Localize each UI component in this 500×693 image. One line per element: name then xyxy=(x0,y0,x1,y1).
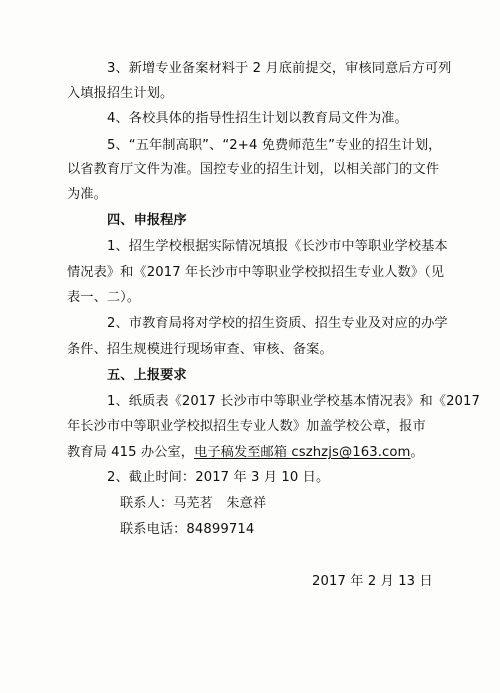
section-4-item-2-line-1: 2、市教育局将对学校的招生资质、招生专业及对应的办学 xyxy=(107,316,448,331)
section-5-item-1-line-2: 年长沙市中等职业学校拟招生专业人数》加盖学校公章，报市 xyxy=(67,419,426,434)
section-5-heading: 五、上报要求 xyxy=(107,368,187,383)
section-4-item-2-line-2: 条件、招生规模进行现场审查、审核、备案。 xyxy=(67,342,333,357)
paragraph-3-line-2: 入填报招生计划。 xyxy=(67,86,174,101)
document-date: 2017 年 2 月 13 日 xyxy=(312,574,433,589)
section-5-item-2-line-1: 2、截止时间：2017 年 3 月 10 日。 xyxy=(107,470,330,485)
paragraph-3-line-1: 3、新增专业备案材料于 2 月底前提交，审核同意后方可列 xyxy=(107,61,452,76)
paragraph-5-line-2: 以省教育厅文件为准。国控专业的招生计划，以相关部门的文件 xyxy=(67,162,440,177)
section-4-item-1-line-1: 1、招生学校根据实际情况填报《长沙市中等职业学校基本 xyxy=(107,239,448,254)
paragraph-5-line-3: 为准。 xyxy=(67,187,107,202)
section-4-item-1-line-2: 情况表》和《2017 年长沙市中等职业学校拟招生专业人数》（见 xyxy=(67,265,445,280)
contact-person: 联系人：马芜茗 朱意祥 xyxy=(120,496,267,511)
line-end-punctuation: 。 xyxy=(410,445,424,460)
section-4-heading: 四、申报程序 xyxy=(107,213,187,228)
section-4-item-1-line-3: 表一、二）。 xyxy=(67,290,141,305)
section-5-item-1-line-1: 1、纸质表《2017 长沙市中等职业学校基本情况表》和《2017 xyxy=(107,394,481,409)
section-5-item-1-line-3 xyxy=(67,445,424,461)
office-text: 教育局 415 办公室， xyxy=(67,445,195,460)
paragraph-4-line-1: 4、各校具体的指导性招生计划以教育局文件为准。 xyxy=(107,111,408,126)
paragraph-5-line-1: 5、“五年制高职”、“2+4 免费师范生”专业的招生计划， xyxy=(107,138,442,153)
contact-phone: 联系电话：84899714 xyxy=(120,522,255,537)
email-submission-text: 电子稿发至邮箱 cszhzjs@163.com xyxy=(194,445,411,460)
